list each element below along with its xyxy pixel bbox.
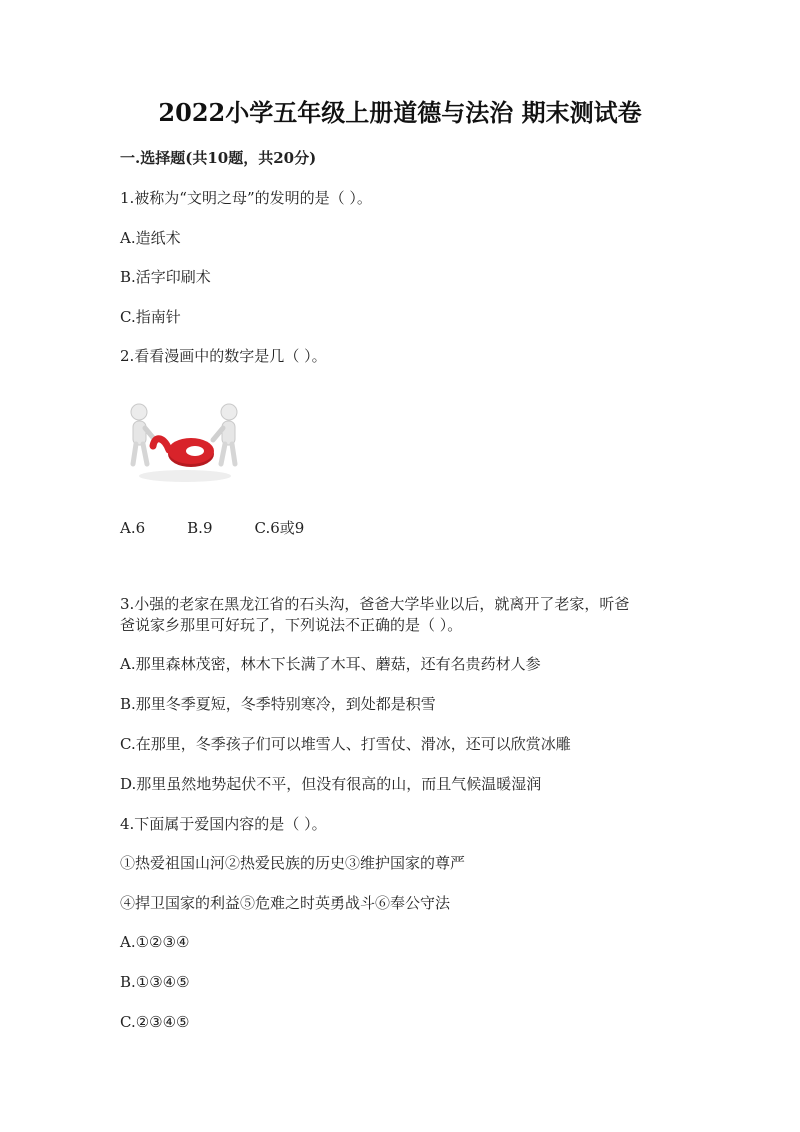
red-number xyxy=(153,438,214,467)
question-1-stem: 1.被称为“文明之母”的发明的是（ ）。 xyxy=(120,189,372,207)
question-4-stem: 4.下面属于爱国内容的是（ ）。 xyxy=(120,815,327,833)
question-2-options xyxy=(120,518,346,538)
question-2-option-b: B.9 xyxy=(187,519,213,537)
right-figure xyxy=(213,404,237,464)
question-3-stem-line-2: 爸说家乡那里可好玩了，下列说法不正确的是（ ）。 xyxy=(120,616,463,634)
comic-illustration xyxy=(125,398,243,486)
question-4-option-a: A.①②③④ xyxy=(120,933,190,951)
question-1-option-a: A.造纸术 xyxy=(120,229,181,247)
question-3-option-a: A.那里森林茂密，林木下长满了木耳、蘑菇，还有名贵药材人参 xyxy=(120,655,541,673)
section-header: 一.选择题(共10题，共20分) xyxy=(120,149,317,167)
question-3-stem-line-1: 3.小强的老家在黑龙江省的石头沟，爸爸大学毕业以后，就离开了老家，听爸 xyxy=(120,595,630,613)
question-2-stem: 2.看看漫画中的数字是几（ ）。 xyxy=(120,347,327,365)
question-1-option-c: C.指南针 xyxy=(120,308,181,326)
left-figure xyxy=(131,404,155,464)
question-3-option-b: B.那里冬季夏短，冬季特别寒冷，到处都是积雪 xyxy=(120,695,436,713)
question-2-option-a: A.6 xyxy=(120,519,146,537)
question-4-items-line-2: ④捍卫国家的利益⑤危难之时英勇战斗⑥奉公守法 xyxy=(120,894,451,912)
question-2-option-c: C.6或9 xyxy=(254,519,305,537)
question-3-option-c: C.在那里，冬季孩子们可以堆雪人、打雪仗、滑冰，还可以欣赏冰雕 xyxy=(120,735,571,753)
question-4-option-c: C.②③④⑤ xyxy=(120,1013,190,1031)
question-4-items-line-1: ①热爱祖国山河②热爱民族的历史③维护国家的尊严 xyxy=(120,854,466,872)
question-4-option-b: B.①③④⑤ xyxy=(120,973,190,991)
page-title: 2022小学五年级上册道德与法治 期末测试卷 xyxy=(158,98,642,127)
question-1-option-b: B.活字印刷术 xyxy=(120,268,211,286)
question-3-option-d: D.那里虽然地势起伏不平，但没有很高的山，而且气候温暖湿润 xyxy=(120,775,542,793)
